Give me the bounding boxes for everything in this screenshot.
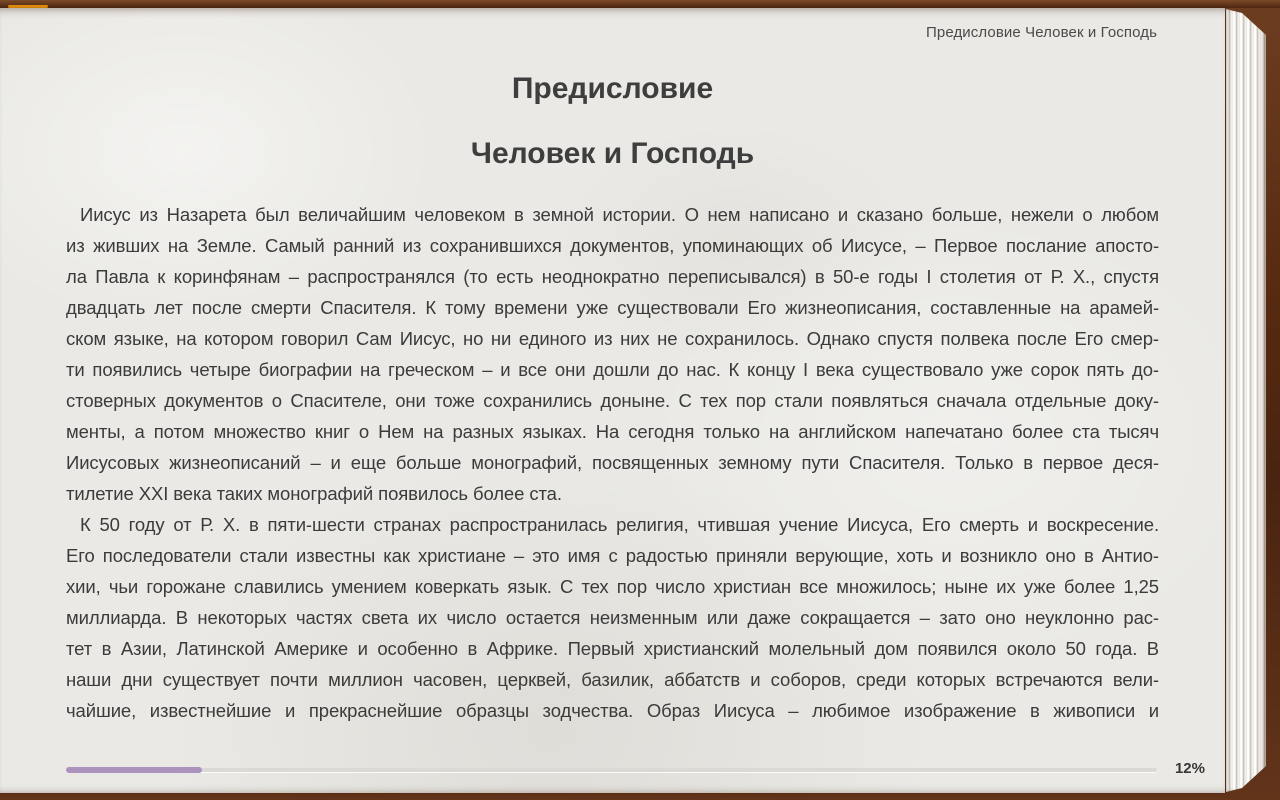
- body-text: [66, 199, 1159, 726]
- text-line: ском языке, на котором говорил Сам Иисус, но ни единого из них не сохранилось. Однако спустя полвека после Его смер-: [66, 328, 1159, 349]
- text-line: менты, а потом множество книг о Нем на разных языках. На сегодня только на английском напечатано более ста тысяч: [66, 421, 1159, 442]
- text-line: миллиарда. В некоторых частях света их число остается неизменным или даже сокращается – зато оно неуклонно рас-: [66, 607, 1159, 628]
- text-line: Иисус из Назарета был величайшим человеком в земной истории. О нем написано и сказано больше, нежели о любом: [80, 204, 1159, 225]
- text-line: наши дни существует почти миллион часовен, церквей, базилик, аббатств и соборов, среди которых встречаются вели-: [66, 669, 1159, 690]
- text-line: тет в Азии, Латинской Америке и особенно в Африке. Первый христианский молельный дом появился около 50 года. В: [66, 638, 1159, 659]
- text-line: чайшие, известнейшие и прекраснейшие образцы зодчества. Образ Иисуса – любимое изображение в живописи и: [66, 700, 1159, 721]
- text-line: ла Павла к коринфянам – распространялся (то есть неоднократно переписывался) в 50-е годы I столетия от Р. Х., спустя: [66, 266, 1159, 287]
- chapter-title-heading: Человек и Господь: [470, 137, 755, 170]
- text-line: Иисусовых жизнеописаний – и еще больше монографий, посвященных земному пути Спасителя. Только в первое деся-: [66, 452, 1159, 473]
- preface-heading: Предисловие: [511, 72, 714, 105]
- text-line: хии, чьи горожане славились умением коверкать язык. С тех пор число христиан все множилось; ныне их уже более 1,25: [66, 576, 1159, 597]
- progress-fill: [66, 767, 202, 773]
- text-line: ти появились четыре биографии на греческом – и все они дошли до нас. К концу I века существовало уже сорок пять до-: [66, 359, 1159, 380]
- text-line: Его последователи стали известны как христиане – это имя с радостью приняли верующие, хоть и возникло оно в Антио-: [66, 545, 1159, 566]
- text-line: двадцать лет после смерти Спасителя. К тому времени уже существовали Его жизнеописания, составленные на арамей-: [66, 297, 1159, 318]
- text-line: К 50 году от Р. Х. в пяти-шести странах распространилась религия, чтившая учение Иисуса, Его смерть и воскресение.: [80, 514, 1159, 535]
- headings-block: [0, 72, 1225, 171]
- page-edges-stack: [1226, 9, 1266, 792]
- text-line: из живших на Земле. Самый ранний из сохранившихся документов, упоминающих об Иисусе, – Первое послание апосто-: [66, 235, 1159, 256]
- text-line: стоверных документов о Спасителе, они тоже сохранились доныне. С тех пор стали появляться сначала отдельные доку-: [66, 390, 1159, 411]
- text-line: тилетие XXI века таких монографий появилось более ста.: [66, 483, 562, 504]
- page-surface[interactable]: [0, 8, 1225, 793]
- reader-footer: [66, 761, 1205, 779]
- chapter-header: Предисловие Человек и Господь: [926, 24, 1157, 41]
- progress-percent-label: 12%: [1174, 760, 1205, 777]
- progress-bar[interactable]: [66, 768, 1157, 772]
